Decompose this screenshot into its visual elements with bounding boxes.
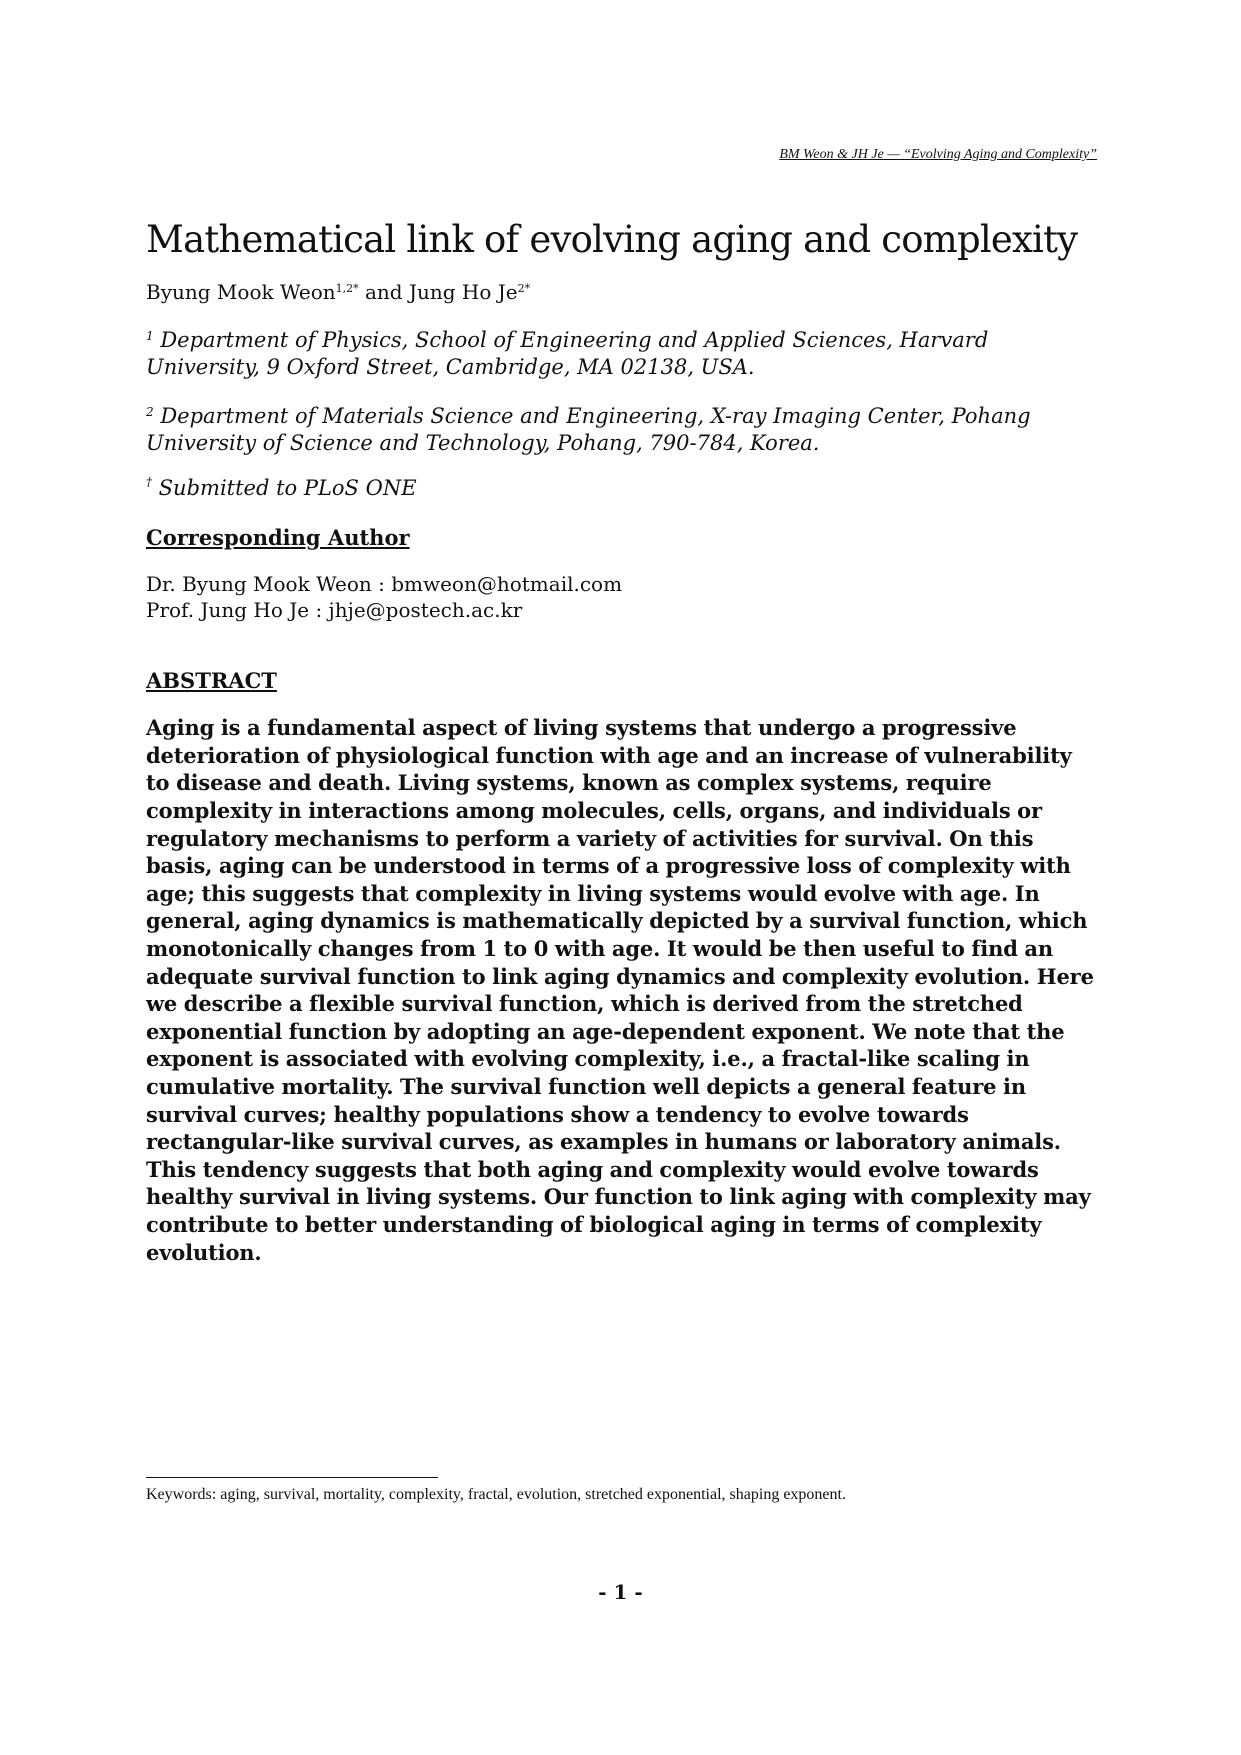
affiliation-1-text: Department of Physics, School of Engineering and Applied Sciences, Harvard University, 9 Oxford Street, Cambridge, MA 02138, USA. xyxy=(146,328,989,380)
author-1-affiliation-marker: 1,2* xyxy=(335,282,359,296)
contact-line-1: Dr. Byung Mook Weon : bmweon@hotmail.com xyxy=(146,571,623,596)
paper-title: Mathematical link of evolving aging and complexity xyxy=(146,218,1078,261)
affiliation-2-marker: 2 xyxy=(146,405,154,420)
affiliation-1-marker: 1 xyxy=(146,329,154,344)
author-1-name: Byung Mook Weon xyxy=(146,280,336,305)
affiliation-2-text: Department of Materials Science and Engineering, X-ray Imaging Center, Pohang University of Science and Technology, Pohang, 790-784, Korea. xyxy=(146,404,1031,456)
author-line xyxy=(146,279,1096,305)
author-2-affiliation-marker: 2* xyxy=(517,282,531,296)
affiliation-1 xyxy=(146,323,1096,381)
corresponding-author-contacts xyxy=(146,571,1096,623)
page-number: - 1 - xyxy=(598,1580,643,1604)
dagger-marker: † xyxy=(146,475,152,490)
running-header: BM Weon & JH Je — “Evolving Aging and Complexity” xyxy=(779,147,1097,162)
affiliation-2 xyxy=(146,399,1096,457)
abstract-heading: ABSTRACT xyxy=(146,667,277,693)
corresponding-author-heading: Corresponding Author xyxy=(146,524,410,550)
submission-note-text: Submitted to PLoS ONE xyxy=(152,476,417,501)
keywords-footnote: Keywords: aging, survival, mortality, complexity, fractal, evolution, stretched exponential, shaping exponent. xyxy=(146,1486,846,1503)
contact-line-2: Prof. Jung Ho Je : jhje@postech.ac.kr xyxy=(146,597,523,622)
submission-note xyxy=(146,475,1096,502)
author-conjunction: and xyxy=(358,280,409,305)
front-matter xyxy=(146,218,1096,1266)
author-2-name: Jung Ho Je xyxy=(408,280,518,305)
abstract-body: Aging is a fundamental aspect of living systems that undergo a progressive deterioration of physiological function with age and an increase of vulnerability to disease and death. Living systems, known as complex systems, require complexity in interactions among molecules, cells, organs, and individuals or regulatory mechanisms to perform a variety of activities for survival. On this basis, aging can be understood in terms of a progressive loss of complexity with age; this suggests that complexity in living systems would evolve with age. In general, aging dynamics is mathematically depicted by a survival function, which monotonically changes from 1 to 0 with age. It would be then useful to find an adequate survival function to link aging dynamics and complexity evolution. Here we describe a flexible survival function, which is derived from the stretched exponential function by adopting an age-dependent exponent. We note that the exponent is associated with evolving complexity, i.e., a fractal-like scaling in cumulative mortality. The survival function well depicts a general feature in survival curves; healthy populations show a tendency to evolve towards rectangular-like survival curves, as examples in humans or laboratory animals. This tendency suggests that both aging and complexity would evolve towards healthy survival in living systems. Our function to link aging with complexity may contribute to better understanding of biological aging in terms of complexity evolution. xyxy=(146,715,1094,1265)
footnote-divider xyxy=(146,1477,438,1478)
